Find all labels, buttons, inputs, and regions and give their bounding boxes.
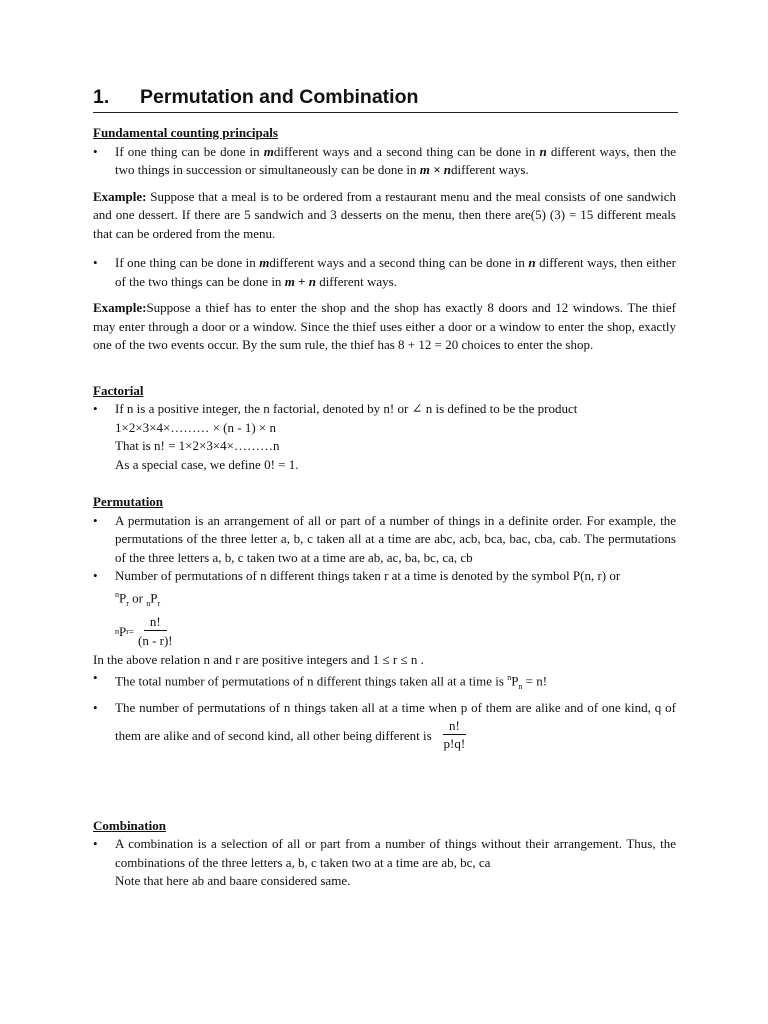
- bullet-icon: •: [93, 401, 98, 416]
- math-n: n: [539, 143, 547, 159]
- example-1: [93, 188, 676, 244]
- combination-bullet: [93, 835, 676, 891]
- factorial-bullet: [93, 400, 676, 474]
- text-run: A permutation is an arrangement of all or part of a number of things in a definite order. For example, the permutations of the three letter a, b, c taken all at a time are abc, acb, bca, bac, cba, cab. The permutations of the three letters a, b, c taken two at a time are ab, ac, ba, bc, ca, cb: [115, 512, 676, 565]
- alike-fraction: [443, 717, 466, 753]
- bullet-icon: •: [93, 512, 98, 528]
- fundamental-bullet-1: [93, 143, 676, 180]
- factorial-line-1: If n is a positive integer, the n factorial, denoted by n! or ∠ n is defined to be the product: [115, 401, 578, 416]
- fraction-numerator: n!: [443, 717, 466, 735]
- math-n: n: [528, 255, 536, 270]
- text-run: or: [128, 589, 147, 605]
- fraction-denominator: (n - r)!: [137, 633, 173, 649]
- permutation-bullet-2: [93, 567, 676, 613]
- math-m: m: [259, 255, 270, 270]
- fraction-denominator: p!q!: [443, 735, 466, 751]
- permutation-relation: In the above relation n and r are positive integers and 1 ≤ r ≤ n .: [93, 651, 424, 667]
- text-run: different ways.: [450, 162, 529, 177]
- formula-p: P: [119, 623, 127, 639]
- formula-sup: n: [115, 626, 119, 636]
- heading-fundamental: Fundamental counting principals: [93, 125, 278, 140]
- text-run: different ways and a second thing can be done in: [273, 143, 540, 159]
- permutation-bullet-3: [93, 669, 676, 696]
- sym-sup: n: [115, 589, 119, 599]
- text-run: The total number of permutations of n different things taken all at a time is: [115, 673, 508, 689]
- math-m-times-n: m × n: [419, 162, 451, 177]
- text-run: Number of permutations of n different things taken r at a time is denoted by the symbol P(n, r) or: [115, 568, 621, 583]
- bullet-icon: •: [93, 836, 98, 852]
- title-text: Permutation and Combination: [140, 86, 419, 108]
- permutation-bullet-1: [93, 512, 676, 568]
- fundamental-list-2: [93, 254, 676, 291]
- heading-factorial: Factorial: [93, 382, 144, 398]
- permutation-formula: [115, 613, 676, 651]
- example-label: Example:: [93, 300, 147, 315]
- text-run: If one thing can be done in: [115, 255, 260, 270]
- bullet-icon: •: [93, 670, 98, 686]
- fundamental-bullet-2: [93, 254, 676, 291]
- math-m-plus-n: m + n: [284, 273, 316, 289]
- text-run: different ways, then either of the two things can be done in: [115, 255, 676, 289]
- fundamental-list: [93, 143, 676, 180]
- sym-sub: n: [518, 682, 523, 692]
- text-run: different ways, then the two things in succession or simultaneously can be done in: [115, 143, 677, 177]
- permutation-list-2: [93, 669, 676, 754]
- document-body: [93, 124, 676, 891]
- example-2: [93, 299, 676, 355]
- sym-p: P: [511, 673, 519, 689]
- factorial-line-3: That is n! = 1×2×3×4×………n: [115, 438, 280, 453]
- bullet-icon: •: [93, 255, 98, 270]
- example-text: Suppose that a meal is to be ordered from a restaurant menu and the meal consists of one sandwich and one dessert. If there are 5 sandwich and 3 desserts on the menu, then there are(5) (3) = 15 different meals that can be ordered from the menu.: [93, 188, 676, 241]
- heading-combination: Combination: [93, 817, 166, 833]
- formula-sub: r: [126, 626, 129, 636]
- factorial-line-4: As a special case, we define 0! = 1.: [115, 456, 299, 472]
- page-title: [93, 86, 678, 113]
- permutation-bullet-4: [93, 697, 676, 755]
- text-run: The number of permutations of n things taken all at a time when p of them are alike and of one kind, q of them are alike and of second kind, all other being different is: [115, 699, 676, 743]
- text-run: If one thing can be done in: [115, 143, 264, 159]
- bullet-icon: •: [93, 568, 98, 583]
- title-number: 1.: [93, 86, 110, 108]
- example-text: Suppose a thief has to enter the shop and the shop has exactly 8 doors and 12 windows. The thief may enter through a door or a window. Since the thief uses either a door or a window to enter the shop, exactly one of the two events occur. By the sum rule, the thief has 8 + 12 = 20 choices to enter the shop.: [93, 300, 676, 352]
- fraction-numerator: n!: [144, 613, 167, 631]
- sym-sub: r: [157, 598, 161, 608]
- bullet-icon: •: [93, 143, 98, 159]
- sym-sub: r: [126, 598, 129, 608]
- math-m: m: [263, 143, 274, 159]
- factorial-line-2: 1×2×3×4×……… × (n - 1) × n: [115, 419, 276, 435]
- sym-p: P: [119, 589, 127, 605]
- sym-p: P: [150, 589, 158, 605]
- combination-list: [93, 835, 676, 891]
- permutation-symbols: [115, 586, 676, 613]
- formula-fraction: [138, 613, 173, 650]
- formula-equals: =: [128, 626, 134, 637]
- factorial-list: [93, 400, 676, 474]
- text-run: A combination is a selection of all or part from a number of things without their arrangement. Thus, the combinations of the three letters a, b, c taken two at a time are ab, bc, ca: [115, 836, 676, 870]
- example-label: Example:: [93, 188, 147, 204]
- sym-sub: n: [146, 598, 151, 608]
- heading-permutation: Permutation: [93, 494, 164, 509]
- combination-note: Note that here ab and baare considered same.: [115, 873, 351, 889]
- sym-sup: n: [507, 673, 512, 683]
- text-run: = n!: [522, 673, 548, 689]
- permutation-list: [93, 512, 676, 613]
- text-run: different ways and a second thing can be done in: [269, 255, 529, 270]
- bullet-icon: •: [93, 699, 98, 715]
- text-run: different ways.: [315, 273, 397, 289]
